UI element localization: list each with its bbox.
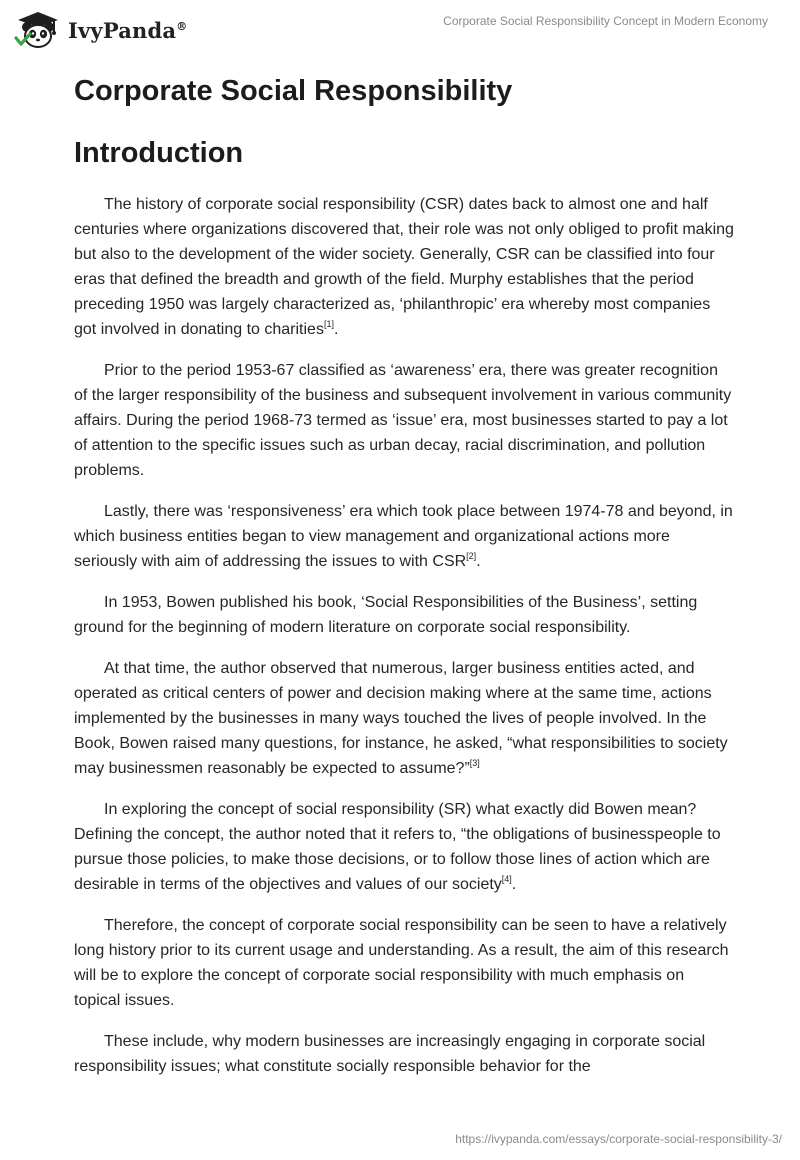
section-heading: Introduction — [74, 137, 244, 169]
citation[interactable]: [2] — [466, 551, 477, 561]
paragraph: Prior to the period 1953-67 classified as ‘awareness’ era, there was greater recognition of the larger responsibility of the business and subsequent involvement in various community affairs. During the period 1968-73 termed as ‘issue’ era, most businesses started to pay a lot of attention to the specific issues such as urban decay, racial discrimination, and pollution problems. — [74, 362, 732, 479]
brand-name: IvyPanda® — [68, 17, 188, 43]
paragraph: At that time, the author observed that numerous, larger business entities acted, and operated as critical centers of power and decision making where at the same time, actions implemented by the businesses in many ways touched the lives of people involved. In the Book, Bowen raised many questions, for instance, he asked, “what responsibilities to society may businessmen reasonably be expected to assume?”[3] — [74, 660, 728, 777]
paragraph: In 1953, Bowen published his book, ‘Social Responsibilities of the Business’, setting ground for the beginning of modern literature on corporate social responsibility. — [74, 594, 698, 636]
citation[interactable]: [3] — [469, 758, 480, 768]
paragraph: These include, why modern businesses are increasingly engaging in corporate social responsibility issues; what constitute socially responsible behavior for the — [74, 1033, 706, 1075]
page-header — [0, 0, 800, 60]
document-title: Corporate Social Responsibility Concept in Modern Economy — [443, 14, 768, 28]
paragraph: Lastly, there was ‘responsiveness’ era which took place between 1974-78 and beyond, in which business entities began to view management and organizational actions more seriously with aim of addressing the issues to with CSR[2]. — [74, 503, 733, 570]
citation[interactable]: [1] — [323, 319, 334, 329]
source-url[interactable]: https://ivypanda.com/essays/corporate-social-responsibility-3/ — [455, 1132, 782, 1146]
page-title: Corporate Social Responsibility — [74, 75, 513, 107]
paragraph: In exploring the concept of social responsibility (SR) what exactly did Bowen mean? Defining the concept, the author noted that it refers to, “the obligations of businesspeople to pursue those policies, to make those decisions, or to follow those lines of action which are desirable in terms of the objectives and values of our society[4]. — [74, 801, 721, 893]
citation[interactable]: [4] — [501, 874, 512, 884]
article-body — [74, 192, 734, 1095]
paragraph: Therefore, the concept of corporate social responsibility can be seen to have a relatively long history prior to its current usage and understanding. As a result, the aim of this research will be to explore the concept of corporate social responsibility with much emphasis on topical issues. — [74, 917, 729, 1009]
panda-graduate-icon — [14, 10, 62, 50]
paragraph: The history of corporate social responsibility (CSR) dates back to almost one and half centuries where organizations discovered that, their role was not only obliged to profit making but also to the development of the wider society. Generally, CSR can be classified into four eras that defined the breadth and growth of the field. Murphy establishes that the period preceding 1950 was largely characterized as, ‘philanthropic’ era whereby most companies got involved in donating to charities[1]. — [74, 196, 734, 338]
brand-logo[interactable] — [14, 10, 187, 50]
